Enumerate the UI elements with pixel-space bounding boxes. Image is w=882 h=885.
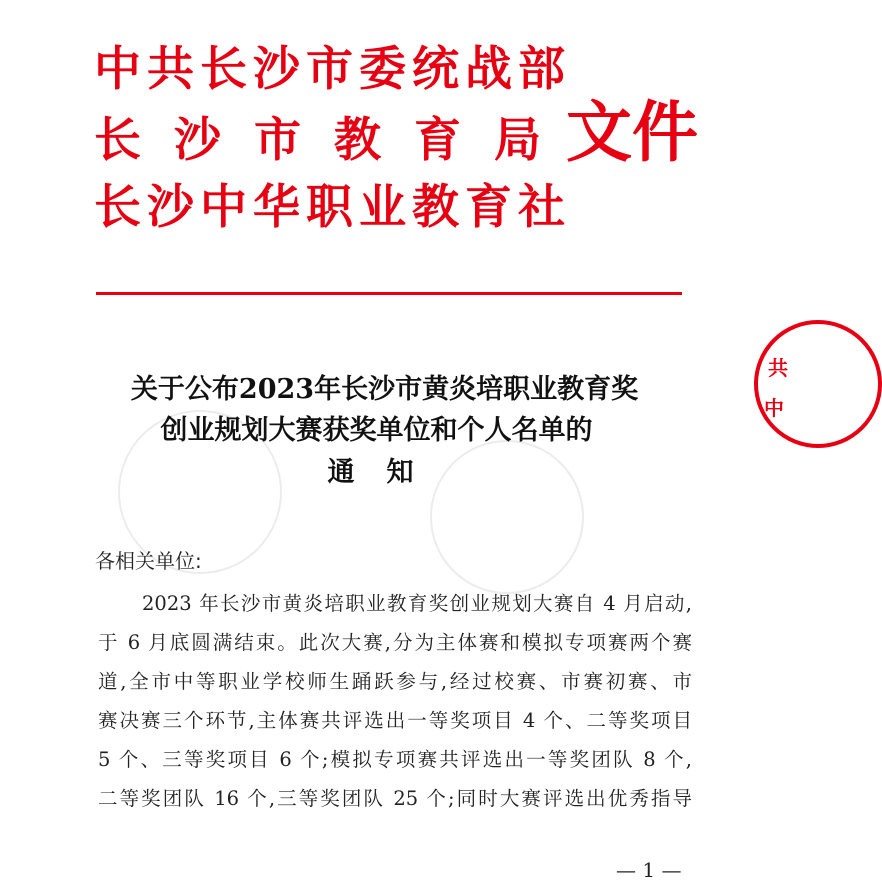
notice-title-line: 创业规划大赛获奖单位和个人名单的 (160, 415, 593, 446)
salutation: 各相关单位: (95, 549, 202, 573)
seal-edge-char: 共 (768, 356, 788, 380)
issuer-united-front-department: 中共长沙市委统战部 (94, 42, 571, 97)
body-text-line: 赛决赛三个环节,主体赛共评选出一等奖项目 4 个、二等奖项目 (98, 709, 692, 732)
body-text-line: 于 6 月底圆满结束。此次大赛,分为主体赛和模拟专项赛两个赛 (98, 631, 692, 654)
issuer-education-bureau: 长沙市教育局 (94, 113, 574, 168)
body-text-line: 5 个、三等奖项目 6 个;模拟专项赛共评选出一等奖团队 8 个, (98, 748, 692, 771)
body-text-line: 2023 年长沙市黄炎培职业教育奖创业规划大赛自 4 月启动, (142, 592, 692, 615)
body-text-line: 二等奖团队 16 个,三等奖团队 25 个;同时大赛评选出优秀指导 (98, 787, 692, 810)
notice-title-line: 关于公布2023年长沙市黄炎培职业教育奖 (130, 374, 639, 405)
red-divider-line (96, 292, 682, 295)
document-word: 文件 (566, 94, 698, 171)
body-text-line: 道,全市中等职业学校师生踊跃参与,经过校赛、市赛初赛、市 (98, 670, 692, 693)
issuer-vocational-education-society: 长沙中华职业教育社 (94, 180, 571, 235)
notice-title-line: 通知 (327, 457, 446, 488)
page-number: — 1 — (616, 858, 682, 882)
seal-edge-char: 中 (764, 396, 784, 420)
